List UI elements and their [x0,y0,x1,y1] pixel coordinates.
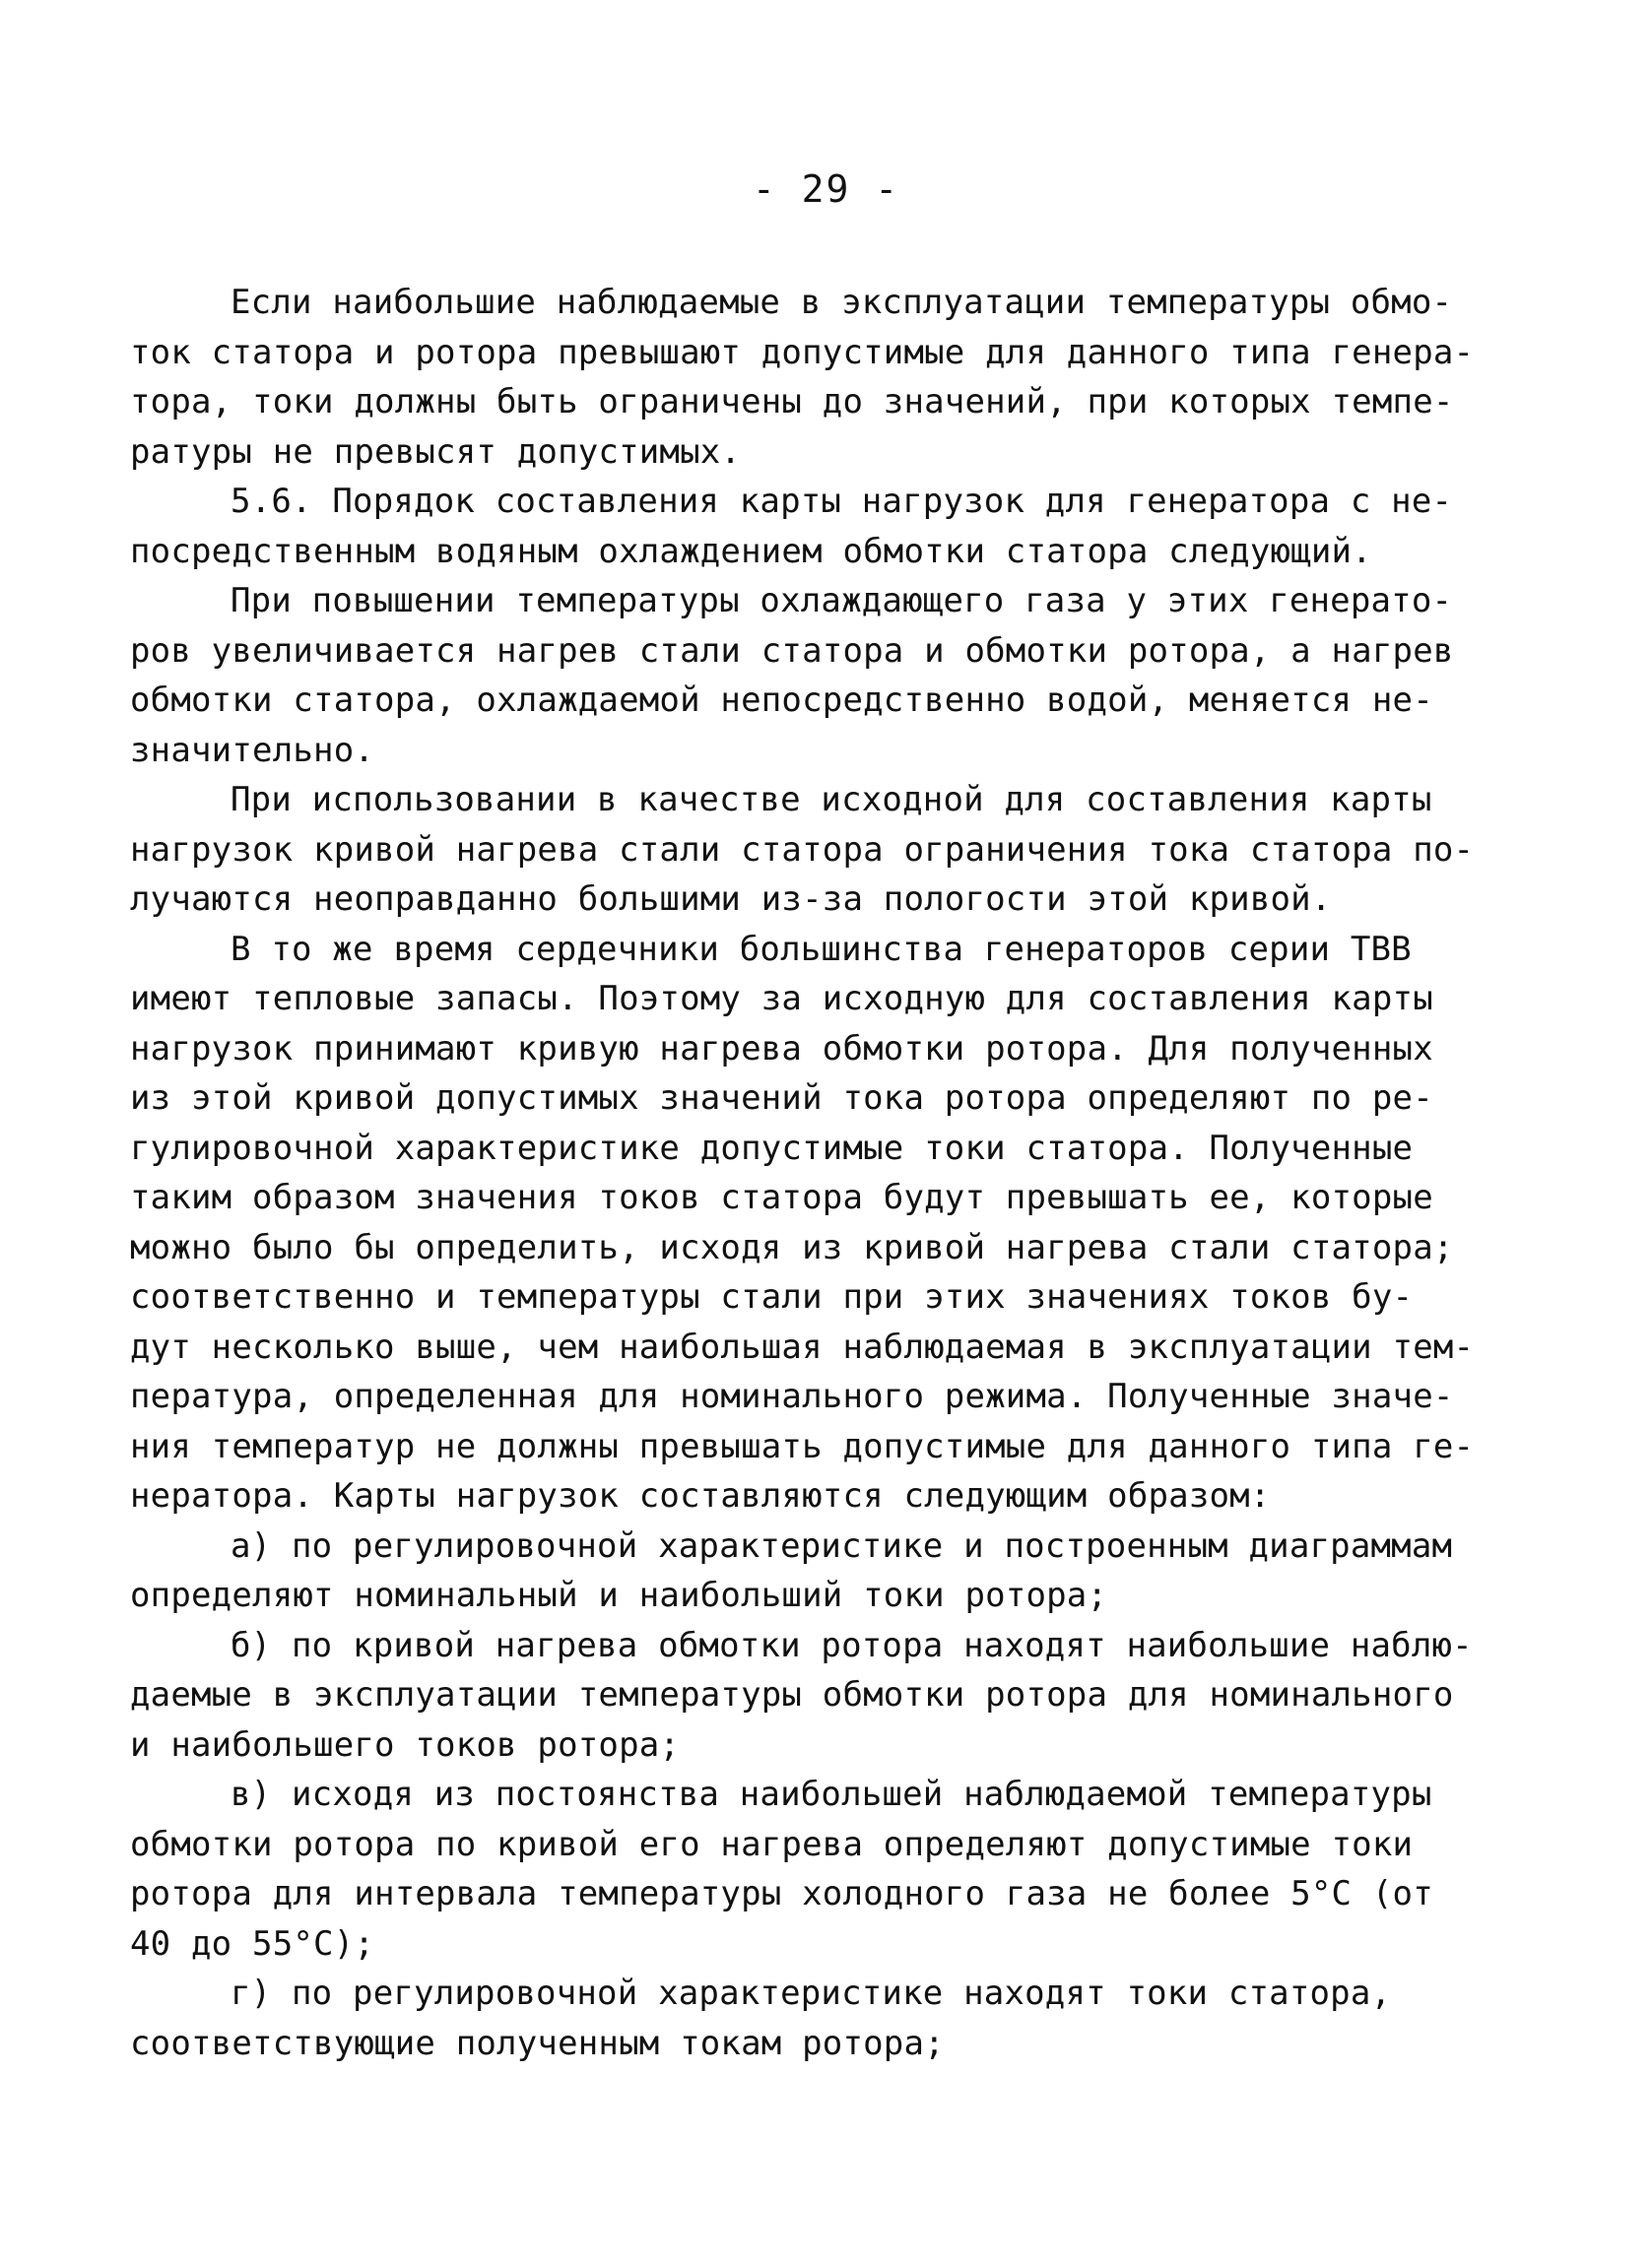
text-line: обмотки ротора по кривой его нагрева определяют допустимые токи [130,1824,1414,1864]
text-line: определяют номинальный и наибольший токи ротора; [130,1576,1108,1615]
text-line: ратуры не превысят допустимых. [130,431,742,472]
text-line: В то же время сердечники большинства генераторов серии ТВВ [231,929,1412,969]
text-line: имеют тепловые запасы. Поэтому за исходную для составления карты [130,979,1433,1018]
text-line: из этой кривой допустимых значений тока ротора определяют по ре- [130,1078,1433,1118]
text-line: нагрузок принимают кривую нагрева обмотки ротора. Для полученных [130,1028,1433,1069]
text-line: гулировочной характеристике допустимые токи статора. Полученные [130,1128,1414,1168]
text-line: ротора для интервала температуры холодного газа не более 5°С (от [130,1874,1433,1913]
text-line: пература, определенная для номинального режима. Полученные значе- [130,1377,1454,1416]
text-line: нератора. Карты нагрузок составляются следующим образом: [130,1476,1271,1516]
text-line: посредственным водяным охлаждением обмотки статора следующий. [130,531,1372,571]
text-line: лучаются неоправданно большими из-за пологости этой кривой. [130,879,1332,919]
text-line: дут несколько выше, чем наибольшая наблюдаемая в эксплуатации тем- [130,1327,1475,1367]
text-line: значительно. [130,730,375,770]
text-line: При повышении температуры охлаждающего газа у этих генерато- [231,581,1453,620]
text-line: даемые в эксплуатации температуры обмотки ротора для номинального [130,1675,1454,1715]
text-line: тора, токи должны быть ограничены до значений, при которых темпе- [130,382,1454,421]
text-line: в) исходя из постоянства наибольшей наблюдаемой температуры [231,1775,1432,1814]
page-number: - 29 - [752,167,900,211]
text-line: г) по регулировочной характеристике находят токи статора, [231,1974,1392,2013]
text-line: Если наибольшие наблюдаемые в эксплуатации температуры обмо- [231,283,1453,322]
text-line: б) по кривой нагрева обмотки ротора находят наибольшие наблю- [231,1625,1473,1665]
text-line: соответственно и температуры стали при этих значениях токов бу- [130,1277,1414,1317]
text-line: ток статора и ротора превышают допустимые для данного типа генера- [130,332,1475,372]
text-line: ров увеличивается нагрев стали статора и обмотки ротора, а нагрев [130,630,1454,671]
text-line: можно было бы определить, исходя из кривой нагрева стали статора; [130,1227,1454,1267]
text-line: а) по регулировочной характеристике и построенным диаграммам [231,1525,1453,1566]
text-line: обмотки статора, охлаждаемой непосредственно водой, меняется не- [130,680,1433,720]
text-line: При использовании в качестве исходной для составления карты [231,780,1432,819]
body-text [130,278,1478,2068]
text-line: соответствующие полученным токам ротора; [130,2023,945,2063]
text-line: 5.6. Порядок составления карты нагрузок для генератора с не- [231,482,1453,521]
text-line: и наибольшего токов ротора; [130,1724,681,1765]
text-line: 40 до 55°С); [130,1923,375,1964]
text-line: таким образом значения токов статора будут превышать ее, которые [130,1178,1433,1217]
text-line: ния температур не должны превышать допустимые для данного типа ге- [130,1426,1475,1466]
text-line: нагрузок кривой нагрева стали статора ограничения тока статора по- [130,829,1475,870]
